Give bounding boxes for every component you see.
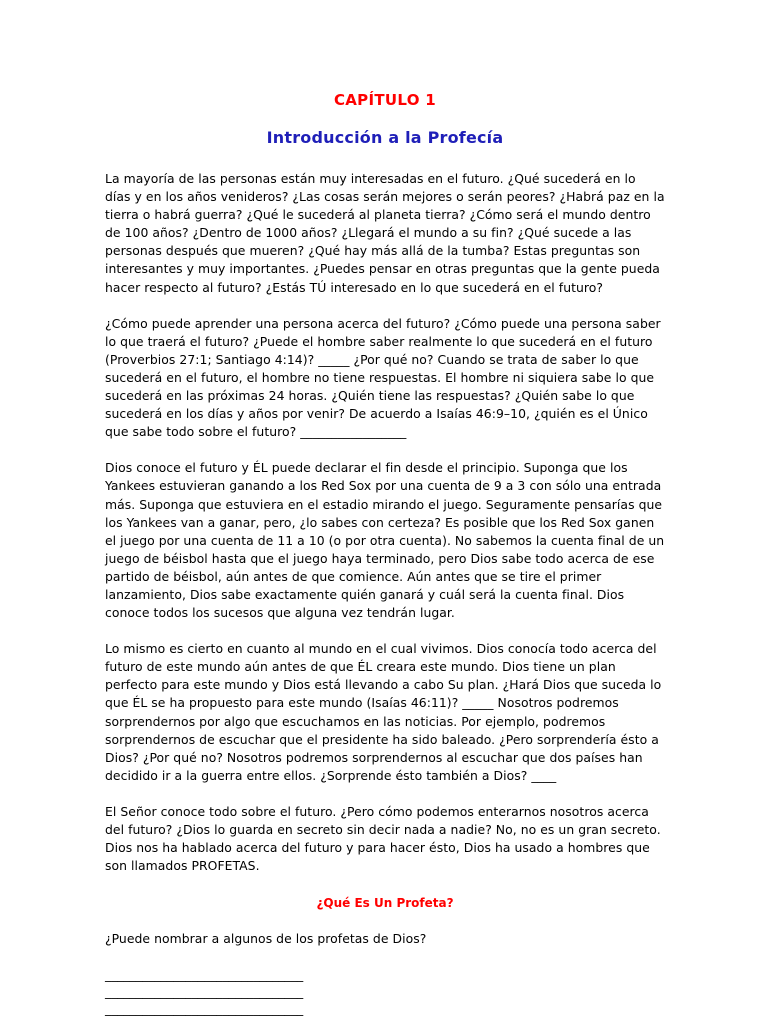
paragraph-learn-future: ¿Cómo puede aprender una persona acerca del futuro? ¿Cómo puede una persona saber lo que traerá el futuro? ¿Puede el hombre saber realmente lo que sucederá en el futuro (Proverbios 27:1; Santiago 4:14)? _____ ¿Por qué no? Cuando se trata de saber lo que sucederá en el futuro, el hombre no tiene respuestas. El hombre ni siquiera sabe lo que sucederá en las próximas 24 horas. ¿Quién tiene las respuestas? ¿Quién sabe lo que sucederá en los días y años por venir? De acuerdo a Isaías 46:9–10, ¿quién es el Único que sabe todo sobre el futuro? _________________ xyxy=(105,315,661,440)
chapter-heading: CAPÍTULO 1 xyxy=(333,91,437,109)
paragraph-intro: La mayoría de las personas están muy interesadas en el futuro. ¿Qué sucederá en lo días y en los años venideros? ¿Las cosas serán mejores o serán peores? ¿Habrá paz en la tierra o habrá guerra? ¿Qué le sucederá al planeta tierra? ¿Cómo será el mundo dentro de 100 años? ¿Dentro de 1000 años? ¿Llegará el mundo a su fin? ¿Qué sucede a las personas después que mueren? ¿Qué hay más allá de la tumba? Estas preguntas son interesantes y muy importantes. ¿Puedes pensar en otras preguntas que la gente pueda hacer respecto al futuro? ¿Estás TÚ interesado en lo que sucederá en el futuro? xyxy=(105,171,665,295)
answer-lines xyxy=(105,966,665,1017)
paragraph-prophets: El Señor conoce todo sobre el futuro. ¿Pero cómo podemos enterarnos nosotros acerca del futuro? ¿Dios lo guarda en secreto sin decir nada a nadie? No, no es un gran secreto. Dios nos ha hablado acerca del futuro y para hacer ésto, Dios ha usado a hombres que son llamados PROFETAS. xyxy=(105,803,661,874)
answer-line: ________________________________ xyxy=(105,984,304,1000)
section-subheading: ¿Qué Es Un Profeta? xyxy=(316,896,454,911)
document-page xyxy=(105,88,665,1017)
answer-line: ________________________________ xyxy=(105,1001,304,1017)
answer-line: ________________________________ xyxy=(105,967,304,983)
paragraph-world-plan: Lo mismo es cierto en cuanto al mundo en el cual vivimos. Dios conocía todo acerca del futuro de este mundo aún antes de que ÉL creara este mundo. Dios tiene un plan perfecto para este mundo y Dios está llevando a cabo Su plan. ¿Hará Dios que suceda lo que ÉL se ha propuesto para este mundo (Isaías 46:11)? _____ Nosotros podremos sorprendernos por algo que escuchamos en las noticias. Por ejemplo, podremos sorprendernos de escuchar que el presidente ha sido baleado. ¿Pero sorprendería ésto a Dios? ¿Por qué no? Nosotros podremos sorprendernos al escuchar que dos países han decidido ir a la guerra entre ellos. ¿Sorprende ésto también a Dios? ____ xyxy=(105,641,662,783)
question-text: ¿Puede nombrar a algunos de los profetas de Dios? xyxy=(105,931,427,947)
paragraph-god-knows-future: Dios conoce el futuro y ÉL puede declarar el fin desde el principio. Suponga que los Yankees estuvieran ganando a los Red Sox por una cuenta de 9 a 3 con sólo una entrada más. Suponga que estuviera en el estadio mirando el juego. Seguramente pensarías que los Yankees van a ganar, pero, ¿lo sabes con certeza? Es posible que los Red Sox ganen el juego por una cuenta de 11 a 10 (o por otra cuenta). No sabemos la cuenta final de un juego de béisbol hasta que el juego haya terminado, pero Dios sabe todo acerca de ese partido de béisbol, aún antes de que comience. Aún antes que se tire el primer lanzamiento, Dios sabe exactamente quién ganará y cuál será la cuenta final. Dios conoce todos los sucesos que alguna vez tendrán lugar. xyxy=(105,460,665,621)
chapter-title: Introducción a la Profecía xyxy=(266,128,504,147)
